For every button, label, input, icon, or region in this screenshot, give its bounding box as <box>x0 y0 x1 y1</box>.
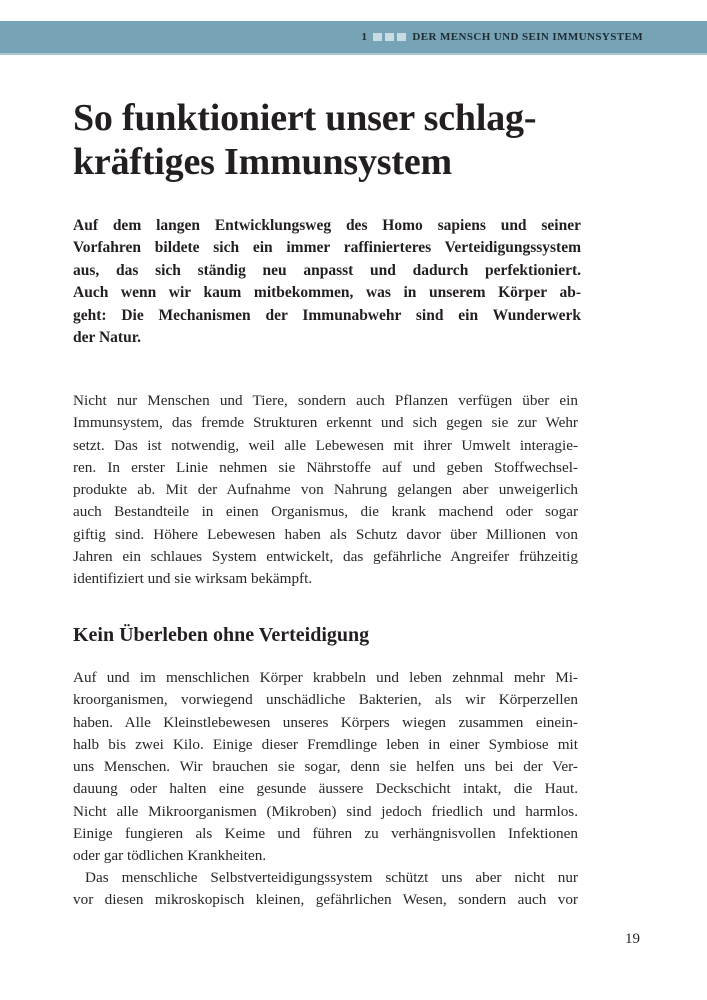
intro-line: aus, das sich ständig neu anpasst und dadurch perfektioniert. <box>73 261 581 279</box>
page-number: 19 <box>625 931 640 947</box>
chapter-number: 1 <box>361 31 368 43</box>
intro-line: Vorfahren bildete sich ein immer raffinierteres Verteidigungssystem <box>73 239 581 257</box>
body-line: Das menschliche Selbstverteidigungssystem schützt uns aber nicht nur <box>85 869 578 886</box>
body-paragraph-1 <box>73 390 578 591</box>
body-line: Immunsystem, das fremde Strukturen erkennt und sich gegen sie zur Wehr <box>73 414 578 432</box>
body-line: Jahren ein schlaues System entwickelt, das gefährliche Angreifer frühzeitig <box>73 548 578 566</box>
body-line: ren. In erster Linie nehmen sie Nährstoffe auf und geben Stoffwechsel- <box>73 458 578 476</box>
title-line: kräftiges Immunsystem <box>73 141 452 183</box>
body-line: dauung oder halten eine gesunde äussere Deckschicht intakt, die Haut. <box>73 780 578 798</box>
body-line: Einige fungieren als Keime und führen zu verhängnisvollen Infektionen <box>73 825 578 843</box>
body-line: vor diesen mikroskopisch kleinen, gefährlichen Wesen, sondern auch vor <box>73 891 578 909</box>
intro-line: geht: Die Mechanismen der Immunabwehr sind ein Wunderwerk <box>73 306 581 324</box>
body-paragraph-2 <box>73 667 578 868</box>
body-line: produkte ab. Mit der Aufnahme von Nahrung gelangen aber unweigerlich <box>73 481 578 499</box>
page-title <box>73 96 593 184</box>
running-header <box>0 21 707 55</box>
body-line: Nicht nur Menschen und Tiere, sondern auch Pflanzen verfügen über ein <box>73 392 578 409</box>
body-line: Nicht alle Mikroorganismen (Mikroben) sind jedoch friedlich und harmlos. <box>73 802 578 820</box>
title-line: So funktioniert unser schlag- <box>73 97 537 139</box>
body-line: uns Menschen. Wir brauchen sie sogar, denn sie helfen uns bei der Ver- <box>73 758 578 776</box>
body-line: auch Bestandteile in einen Organismus, die krank machend oder sogar <box>73 503 578 521</box>
running-header-content <box>362 21 644 53</box>
body-line: kroorganismen, vorwiegend unschädliche Bakterien, als wir Körperzellen <box>73 691 578 709</box>
body-line: identifiziert und sie wirksam bekämpft. <box>73 570 313 588</box>
intro-line: der Natur. <box>73 329 142 347</box>
body-line: giftig sind. Höhere Lebewesen haben als Schutz davor über Millionen von <box>73 525 578 543</box>
intro-line: Auch wenn wir kaum mitbekommen, was in unserem Körper ab- <box>73 284 581 302</box>
intro-line: Auf dem langen Entwicklungsweg des Homo sapiens und seiner <box>73 217 581 234</box>
square-icon <box>373 33 382 41</box>
body-paragraph-3 <box>73 867 578 912</box>
body-line: Auf und im menschlichen Körper krabbeln und leben zehnmal mehr Mi- <box>73 669 578 686</box>
intro-paragraph <box>73 215 581 349</box>
body-line: halb bis zwei Kilo. Einige dieser Fremdlinge leben in einer Symbiose mit <box>73 735 578 753</box>
body-line: setzt. Das ist notwendig, weil alle Lebewesen mit ihrer Umwelt interagie- <box>73 436 578 454</box>
section-heading: Kein Überleben ohne Verteidigung <box>73 624 370 646</box>
body-line: oder gar tödlichen Krankheiten. <box>73 847 267 865</box>
square-icon <box>397 33 406 41</box>
chapter-title: DER MENSCH UND SEIN IMMUNSYSTEM <box>412 31 643 43</box>
square-icon <box>385 33 394 41</box>
decorative-squares <box>373 33 406 41</box>
body-line: haben. Alle Kleinstlebewesen unseres Körpers wiegen zusammen einein- <box>73 713 578 731</box>
